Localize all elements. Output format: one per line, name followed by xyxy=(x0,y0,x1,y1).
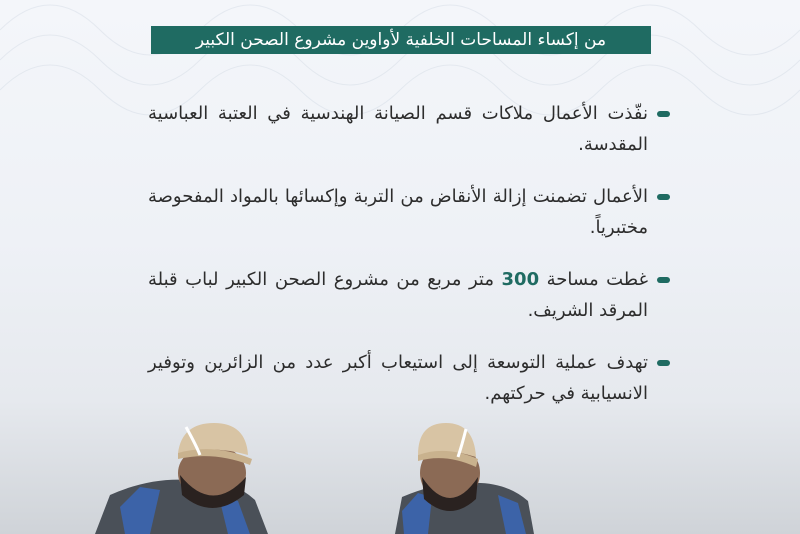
bullet-dot-icon xyxy=(657,277,670,283)
bullet-dot-icon xyxy=(657,111,670,117)
bullet-text: الأعمال تضمنت إزالة الأنقاض من التربة وإكسائها بالمواد المفحوصة مختبرياً. xyxy=(148,186,648,238)
bullet-dot-icon xyxy=(657,194,670,200)
header-title: من إكساء المساحات الخلفية لأواوين مشروع الصحن الكبير xyxy=(195,30,607,50)
bullet-item xyxy=(148,347,670,409)
bullet-text-start: غطت مساحة xyxy=(539,269,648,290)
bullet-text: تهدف عملية التوسعة إلى استيعاب أكبر عدد من الزائرين وتوفير الانسيابية في حركتهم. xyxy=(148,352,648,404)
bullet-item xyxy=(148,181,670,243)
bullet-dot-icon xyxy=(657,360,670,366)
bullet-list xyxy=(148,98,670,409)
bullet-text-end: متر مربع من مشروع الصحن الكبير لباب قبلة المرقد الشريف. xyxy=(148,269,648,321)
bullet-item xyxy=(148,98,670,160)
bullet-item xyxy=(148,264,670,326)
header-banner xyxy=(151,26,651,54)
left-worker-figure xyxy=(95,423,268,534)
bullet-text: نفّذت الأعمال ملاكات قسم الصيانة الهندسية في العتبة العباسية المقدسة. xyxy=(148,103,648,155)
workers-photo xyxy=(0,415,800,534)
area-value-highlight: 300 xyxy=(501,269,540,290)
right-worker-figure xyxy=(395,423,534,534)
